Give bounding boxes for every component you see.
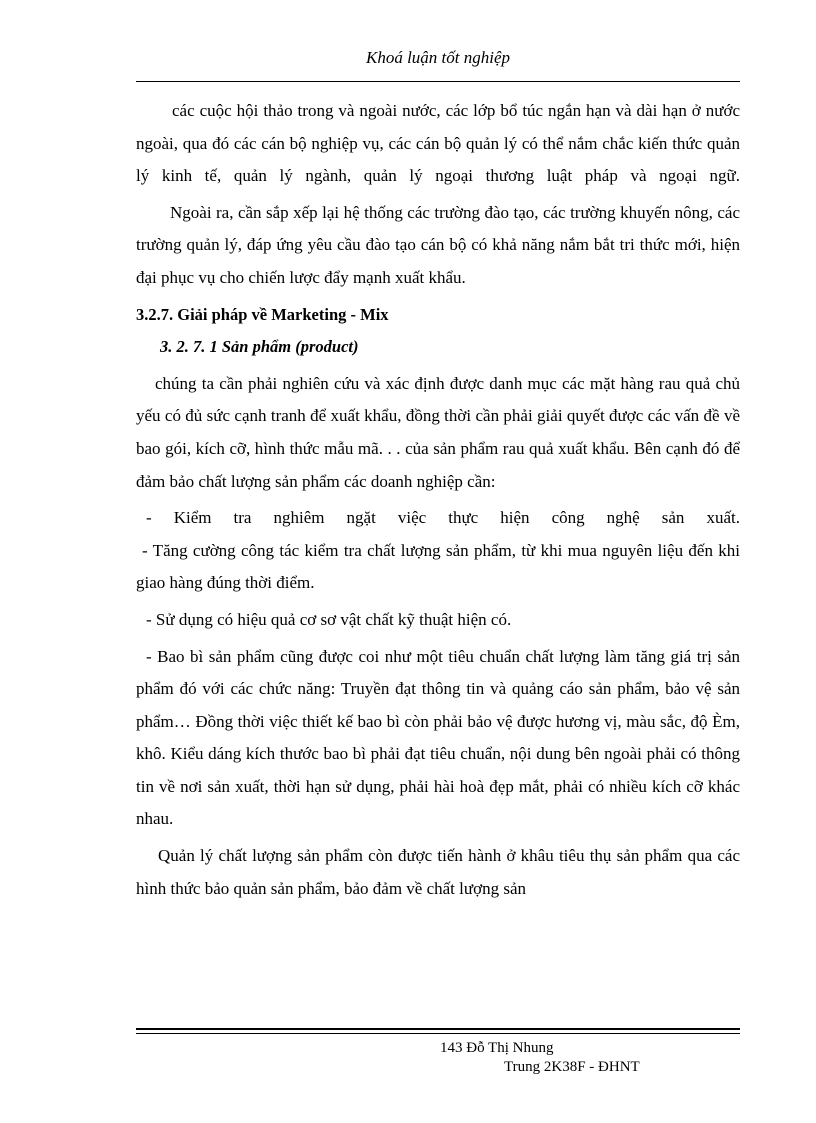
footer-class: Trung 2K38F - ĐHNT	[504, 1059, 640, 1075]
footer-author: 143 Đỗ Thị Nhung	[440, 1040, 554, 1056]
subsection-heading: 3. 2. 7. 1 Sản phẩm (product)	[160, 337, 359, 357]
bullet-quality-control: - Tăng cường công tác kiểm tra chất lượng sản phẩm, từ khi mua nguyên liệu đến khi giao hàng đúng thời điểm.	[136, 540, 740, 593]
bullet-inspection: - Kiểm tra nghiêm ngặt việc thực hiện công nghệ sản xuất.	[146, 508, 740, 528]
section-heading: 3.2.7. Giải pháp về Marketing - Mix	[136, 304, 389, 324]
footer-rule-thick	[136, 1028, 740, 1030]
bullet-packaging: - Bao bì sản phẩm cũng được coi như một tiêu chuẩn chất lượng làm tăng giá trị sản phẩm đó với các chức năng: Truyền đạt thông tin và quảng cáo sản phẩm, bảo vệ sản phẩm… Đồng thời việc thiết kế bao bì còn phải bảo vệ được hương vị, màu sắc, độ Èm, khô. Kiểu dáng kích thước bao bì phải đạt tiêu chuẩn, nội dung bên ngoài phải có thông tin về nơi sản xuất, thời hạn sử dụng, phải hài hoà đẹp mắt, phải có nhiều kích cỡ khác nhau.	[136, 646, 740, 829]
paragraph-training: các cuộc hội thảo trong và ngoài nước, các lớp bổ túc ngắn hạn và dài hạn ở nước ngoài, qua đó các cán bộ nghiệp vụ, các cán bộ quản lý có thể nắm chắc kiến thức quản lý kinh tế, quản lý ngành, quản lý ngoại thương luật pháp và ngoại ngữ.	[136, 101, 740, 186]
header-rule	[136, 81, 740, 82]
paragraph-quality-management: Quản lý chất lượng sản phẩm còn được tiến hành ở khâu tiêu thụ sản phẩm qua các hình thức bảo quản sản phẩm, bảo đảm về chất lượng sản	[136, 846, 740, 898]
paragraph-product: chúng ta cần phải nghiên cứu và xác định được danh mục các mặt hàng rau quả chủ yếu có đủ sức cạnh tranh để xuất khẩu, đồng thời cần phải giải quyết được các vấn đề về bao gói, kích cỡ, hình thức mẫu mã. . . của sản phẩm rau quả xuất khẩu. Bên cạnh đó để đảm bảo chất lượng sản phẩm các doanh nghiệp cần:	[136, 373, 740, 491]
bullet-facilities: - Sử dụng có hiệu quả cơ sơ vật chất kỹ thuật hiện có.	[146, 609, 512, 629]
page-header: Khoá luận tốt nghiệp	[365, 48, 511, 67]
footer-rule-thin	[136, 1033, 740, 1034]
paragraph-schools: Ngoài ra, cần sắp xếp lại hệ thống các trường đào tạo, các trường khuyến nông, các trường quản lý, đáp ứng yêu cầu đào tạo cán bộ có khả năng nắm bắt tri thức mới, hiện đại phục vụ cho chiến lược đẩy mạnh xuất khẩu.	[136, 202, 740, 287]
page-body	[136, 95, 740, 905]
